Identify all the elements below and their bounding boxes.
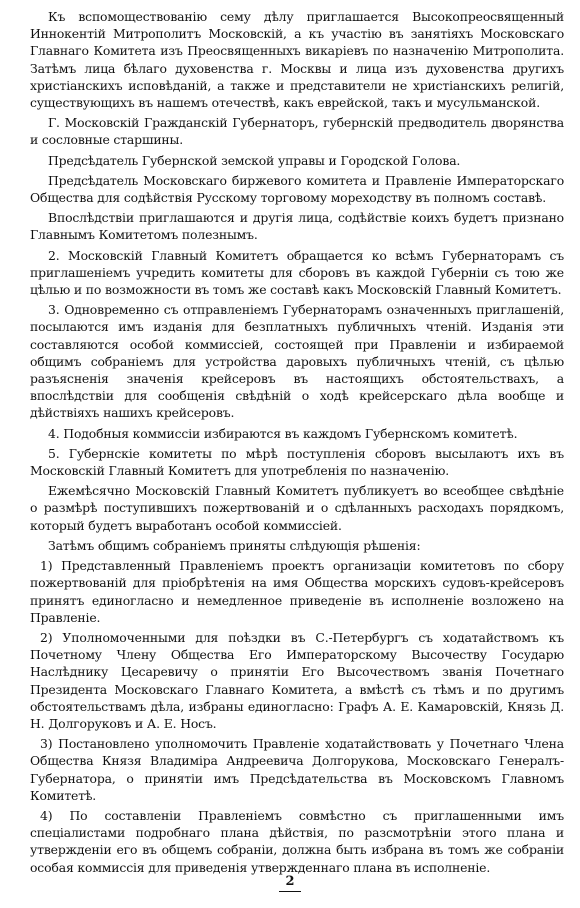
paragraph-decision-4: 4) По составленіи Правленіемъ совмѣстно съ приглашенными имъ спеціалистами подробнаго плана дѣйствія, по разсмотрѣніи этого плана и утвержденіи его въ общемъ собраніи, должна быть избрана въ томъ же собраніи особая коммиссія для приведенія утвержденнаго плана въ исполненіе. — [30, 807, 564, 875]
page-footer — [0, 870, 580, 892]
page-number: 2 — [279, 874, 300, 892]
paragraph-item-5: 5. Губернскіе комитеты по мѣрѣ поступленія сборовъ высылаютъ ихъ въ Московскій Главный Комитетъ для употребленія по назначенію. — [30, 445, 564, 479]
document-body — [30, 8, 564, 876]
paragraph-decision-1: 1) Представленный Правленіемъ проектъ организаціи комитетовъ по сбору пожертвованій для пріобрѣтенія на имя Общества морскихъ судовъ-крейсеровъ принятъ единогласно и немедленное приведеніе въ исполненіе возложено на Правленіе. — [30, 558, 564, 625]
paragraph-item-4: 4. Подобныя коммиссіи избираются въ каждомъ Губернскомъ комитетѣ. — [48, 425, 518, 441]
paragraph-zemstvo: Предсѣдатель Губернской земской управы и Городской Голова. — [48, 152, 461, 168]
paragraph-decision-2: 2) Уполномоченными для поѣздки въ С.-Петербургъ съ ходатайствомъ къ Почетному Члену Общества Его Императорскому Высочеству Государю Наслѣднику Цесаревичу о принятіи Его Высочествомъ званія Почетнаго Президента Московскаго Главнаго Комитета, а вмѣстѣ съ тѣмъ и по другимъ обстоятельствамъ дѣла, избраны единогласно: Графъ А. Е. Камаровскій, Князь Д. Н. Долгоруковъ и А. Е. Носъ. — [30, 629, 564, 731]
paragraph-clergy: Къ вспомоществованію сему дѣлу приглашается Высокопреосвященный Иннокентій Митрополитъ Московскій, а къ участію въ занятіяхъ Московскаго Главнаго Комитета изъ Преосвященныхъ викаріевъ по назначенію Митрополита. Затѣмъ лица бѣлаго духовенства г. Москвы и лица изъ духовенства другихъ христіанскихъ исповѣданій, а также и представители не христіанскихъ религій, существующихъ въ нашемъ отечествѣ, какъ еврейской, такъ и мусульманской. — [30, 9, 564, 111]
paragraph-decision-3: 3) Постановлено уполномочить Правленіе ходатайствовать у Почетнаго Члена Общества Князя Владиміра Андреевича Долгорукова, Московскаго Генералъ-Губернатора, о принятіи имъ Предсѣдательства въ Московскомъ Главномъ Комитетѣ. — [30, 736, 564, 803]
paragraph-item-2: 2. Московскій Главный Комитетъ обращается ко всѣмъ Губернаторамъ съ приглашеніемъ учредить комитеты для сборовъ въ каждой Губерніи съ тою же цѣлью и по возможности въ томъ же составѣ какъ Московскій Главный Комитетъ. — [30, 247, 564, 298]
paragraph-item-3: 3. Одновременно съ отправленіемъ Губернаторамъ означенныхъ приглашеній, посылаются имъ изданія для безплатныхъ публичныхъ чтеній. Изданія эти составляются особой коммиссіей, состоящей при Правленіи и избираемой общимъ собраніемъ для устройства даровыхъ публичныхъ чтеній, съ цѣлью разъясненія значенія крейсеровъ въ настоящихъ обстоятельствахъ, а впослѣдствіи для сообщенія свѣдѣній о ходѣ крейсерскаго дѣла вообще и дѣйствіяхъ нашихъ крейсеровъ. — [30, 302, 564, 421]
paragraph-governor: Г. Московскій Гражданскій Губернаторъ, губернскій предводитель дворянства и сословные старшины. — [30, 115, 564, 148]
paragraph-other-persons: Впослѣдствіи приглашаются и другія лица, содѣйствіе коихъ будетъ признано Главнымъ Комитетомъ полезнымъ. — [30, 210, 564, 243]
paragraph-decisions-intro: Затѣмъ общимъ собраніемъ приняты слѣдующія рѣшенія: — [48, 537, 421, 553]
paragraph-exchange-committee: Предсѣдатель Московскаго биржевого комитета и Правленіе Императорскаго Общества для содѣйствія Русскому торговому мореходству въ полномъ составѣ. — [30, 172, 564, 206]
paragraph-monthly-publication: Ежемѣсячно Московскій Главный Комитетъ публикуетъ во всеобщее свѣдѣніе о размѣрѣ поступившихъ пожертвованій и о сдѣланныхъ расходахъ порядкомъ, который будетъ выработанъ особой коммиссіей. — [30, 483, 564, 533]
